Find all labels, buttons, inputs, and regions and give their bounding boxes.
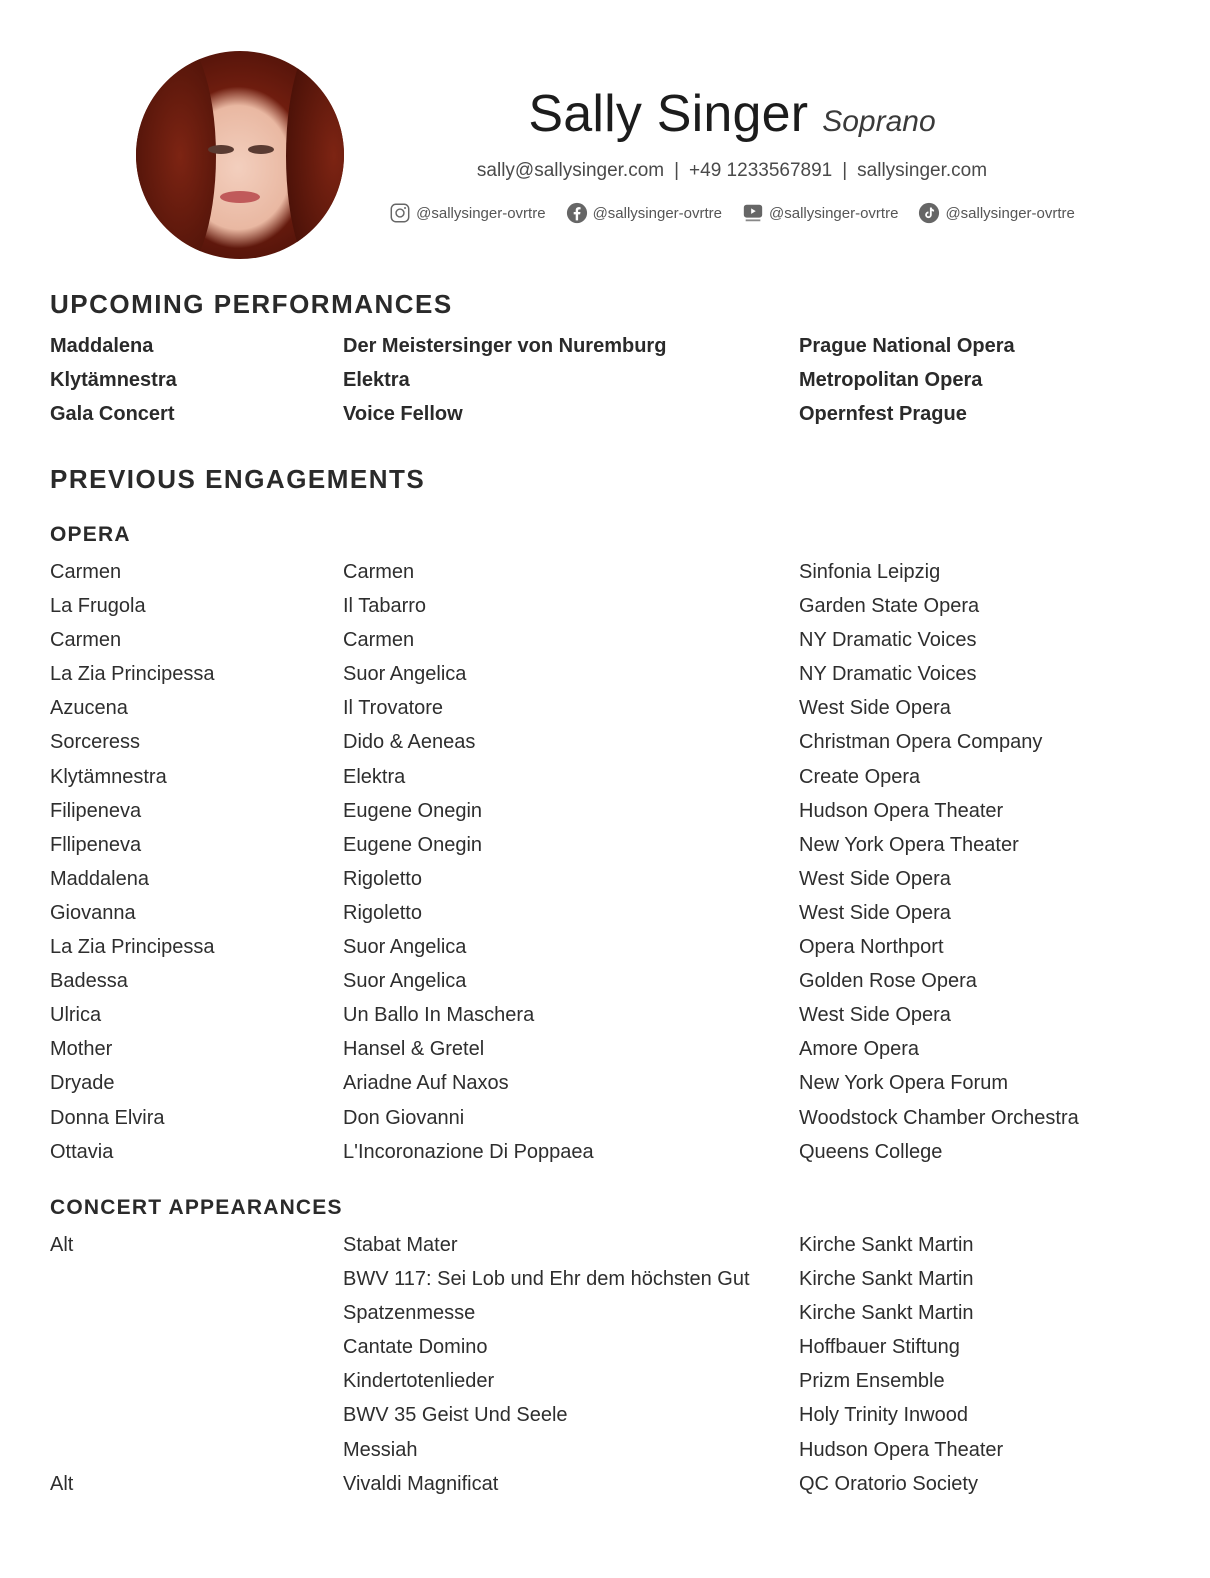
table-row: [50, 1234, 1170, 1268]
work-cell: Cantate Domino: [343, 1336, 488, 1359]
facebook-handle: @sallysinger-ovrtre: [592, 204, 722, 222]
social-links: [352, 202, 1112, 224]
role-cell: Maddalena: [50, 335, 154, 357]
role-cell: Klytämnestra: [50, 368, 177, 391]
facebook-icon: [566, 202, 588, 224]
table-row: [50, 697, 1170, 731]
venue-cell: Hoffbauer Stiftung: [799, 1336, 960, 1359]
role-cell: Giovanna: [50, 901, 136, 924]
work-cell: Suor Angelica: [343, 936, 467, 959]
company-cell: Sinfonia Leipzig: [799, 561, 941, 583]
role-cell: Azucena: [50, 697, 128, 720]
company-cell: Garden State Opera: [799, 595, 980, 618]
name-heading: [352, 84, 1112, 144]
table-row: [50, 1038, 1170, 1072]
work-cell: Carmen: [343, 561, 415, 583]
profile-photo: [136, 51, 344, 259]
table-row: [50, 868, 1170, 902]
tiktok-icon: [918, 202, 940, 224]
part-cell: Alt: [50, 1472, 74, 1495]
work-cell: L'Incoronazione Di Poppaea: [343, 1140, 594, 1163]
youtube-handle: @sallysinger-ovrtre: [769, 204, 899, 222]
work-cell: Der Meistersinger von Nuremburg: [343, 335, 667, 357]
hair-shape: [136, 51, 216, 259]
upcoming-list: [50, 335, 1170, 436]
table-row: [50, 1404, 1170, 1438]
table-row: [50, 403, 1170, 437]
table-row: [50, 1370, 1170, 1404]
work-cell: Un Ballo In Maschera: [343, 1004, 535, 1027]
work-cell: BWV 117: Sei Lob und Ehr dem höchsten Gut: [343, 1268, 750, 1291]
work-cell: Don Giovanni: [343, 1106, 465, 1129]
table-row: [50, 1107, 1170, 1141]
table-row: [50, 1141, 1170, 1175]
role-cell: Klytämnestra: [50, 765, 167, 788]
work-cell: Vivaldi Magnificat: [343, 1472, 499, 1495]
work-cell: Messiah: [343, 1438, 418, 1461]
role-cell: Filipeneva: [50, 799, 142, 822]
company-cell: Opernfest Prague: [799, 402, 967, 425]
work-cell: Ariadne Auf Naxos: [343, 1072, 509, 1095]
role-cell: Badessa: [50, 970, 128, 993]
previous-heading: PREVIOUS ENGAGEMENTS: [50, 464, 426, 494]
company-cell: New York Opera Theater: [799, 833, 1019, 856]
company-cell: Christman Opera Company: [799, 731, 1043, 754]
company-cell: Golden Rose Opera: [799, 970, 977, 993]
company-cell: Hudson Opera Theater: [799, 799, 1004, 822]
venue-cell: Prizm Ensemble: [799, 1370, 945, 1393]
instagram-handle: @sallysinger-ovrtre: [416, 204, 546, 222]
table-row: [50, 800, 1170, 834]
lips-shape: [220, 191, 260, 203]
separator: |: [674, 160, 680, 181]
role-cell: La Frugola: [50, 595, 146, 618]
role-cell: Carmen: [50, 629, 122, 652]
work-cell: Eugene Onegin: [343, 833, 483, 856]
work-cell: Kindertotenlieder: [343, 1370, 495, 1393]
table-row: [50, 1072, 1170, 1106]
venue-cell: QC Oratorio Society: [799, 1472, 978, 1495]
role-cell: Donna Elvira: [50, 1106, 165, 1129]
venue-cell: Kirche Sankt Martin: [799, 1234, 974, 1256]
table-row: [50, 595, 1170, 629]
work-cell: Suor Angelica: [343, 663, 467, 686]
work-cell: Rigoletto: [343, 901, 422, 924]
table-row: [50, 1439, 1170, 1473]
youtube-icon: [742, 202, 764, 224]
table-row: [50, 1268, 1170, 1302]
work-cell: Il Tabarro: [343, 595, 427, 618]
eye-shape: [248, 145, 274, 154]
facebook-link[interactable]: [566, 202, 722, 224]
work-cell: Eugene Onegin: [343, 799, 483, 822]
company-cell: West Side Opera: [799, 867, 951, 890]
work-cell: Stabat Mater: [343, 1234, 458, 1256]
venue-cell: Kirche Sankt Martin: [799, 1302, 974, 1325]
role-cell: La Zia Principessa: [50, 936, 215, 959]
phone-number[interactable]: +49 1233567891: [689, 160, 833, 181]
singer-name: Sally Singer: [528, 85, 809, 143]
tiktok-handle: @sallysinger-ovrtre: [945, 204, 1075, 222]
table-row: [50, 902, 1170, 936]
work-cell: Elektra: [343, 765, 406, 788]
contact-line: [352, 160, 1112, 182]
part-cell: Alt: [50, 1234, 74, 1256]
company-cell: West Side Opera: [799, 697, 951, 720]
venue-cell: Kirche Sankt Martin: [799, 1268, 974, 1291]
role-cell: Dryade: [50, 1072, 115, 1095]
company-cell: Queens College: [799, 1140, 943, 1163]
role-cell: Carmen: [50, 561, 122, 583]
tiktok-link[interactable]: [918, 202, 1074, 224]
youtube-link[interactable]: [742, 202, 898, 224]
company-cell: NY Dramatic Voices: [799, 629, 977, 652]
company-cell: Woodstock Chamber Orchestra: [799, 1106, 1079, 1129]
table-row: [50, 629, 1170, 663]
concert-heading: CONCERT APPEARANCES: [50, 1196, 343, 1219]
opera-list: [50, 561, 1170, 1175]
role-cell: Maddalena: [50, 867, 149, 890]
table-row: [50, 335, 1170, 369]
table-row: [50, 731, 1170, 765]
work-cell: BWV 35 Geist Und Seele: [343, 1404, 568, 1427]
role-cell: La Zia Principessa: [50, 663, 215, 686]
work-cell: Suor Angelica: [343, 970, 467, 993]
website-link[interactable]: sallysinger.com: [857, 160, 988, 181]
work-cell: Elektra: [343, 368, 410, 391]
role-cell: Mother: [50, 1038, 113, 1061]
voice-type: Soprano: [822, 105, 936, 138]
table-row: [50, 1302, 1170, 1336]
company-cell: New York Opera Forum: [799, 1072, 1008, 1095]
eye-shape: [208, 145, 234, 154]
table-row: [50, 561, 1170, 595]
role-cell: Sorceress: [50, 731, 141, 754]
table-row: [50, 1336, 1170, 1370]
role-cell: Fllipeneva: [50, 833, 142, 856]
instagram-icon: [389, 202, 411, 224]
venue-cell: Hudson Opera Theater: [799, 1438, 1004, 1461]
role-cell: Gala Concert: [50, 402, 175, 425]
work-cell: Spatzenmesse: [343, 1302, 476, 1325]
upcoming-heading: UPCOMING PERFORMANCES: [50, 289, 453, 319]
table-row: [50, 970, 1170, 1004]
concert-list: [50, 1234, 1170, 1507]
role-cell: Ulrica: [50, 1004, 102, 1027]
table-row: [50, 936, 1170, 970]
separator: |: [842, 160, 848, 181]
work-cell: Voice Fellow: [343, 402, 463, 425]
company-cell: NY Dramatic Voices: [799, 663, 977, 686]
role-cell: Ottavia: [50, 1140, 114, 1163]
table-row: [50, 663, 1170, 697]
company-cell: Create Opera: [799, 765, 921, 788]
company-cell: Metropolitan Opera: [799, 368, 983, 391]
company-cell: Opera Northport: [799, 936, 944, 959]
table-row: [50, 834, 1170, 868]
company-cell: West Side Opera: [799, 1004, 951, 1027]
work-cell: Carmen: [343, 629, 415, 652]
company-cell: Prague National Opera: [799, 335, 1015, 357]
work-cell: Hansel & Gretel: [343, 1038, 485, 1061]
work-cell: Il Trovatore: [343, 697, 444, 720]
table-row: [50, 1473, 1170, 1507]
work-cell: Dido & Aeneas: [343, 731, 476, 754]
venue-cell: Holy Trinity Inwood: [799, 1404, 968, 1427]
email-link[interactable]: sally@sallysinger.com: [476, 160, 665, 181]
table-row: [50, 766, 1170, 800]
hair-shape: [286, 51, 344, 259]
table-row: [50, 369, 1170, 403]
work-cell: Rigoletto: [343, 867, 422, 890]
company-cell: Amore Opera: [799, 1038, 920, 1061]
opera-heading: OPERA: [50, 523, 131, 546]
table-row: [50, 1004, 1170, 1038]
company-cell: West Side Opera: [799, 901, 951, 924]
instagram-link[interactable]: [389, 202, 545, 224]
